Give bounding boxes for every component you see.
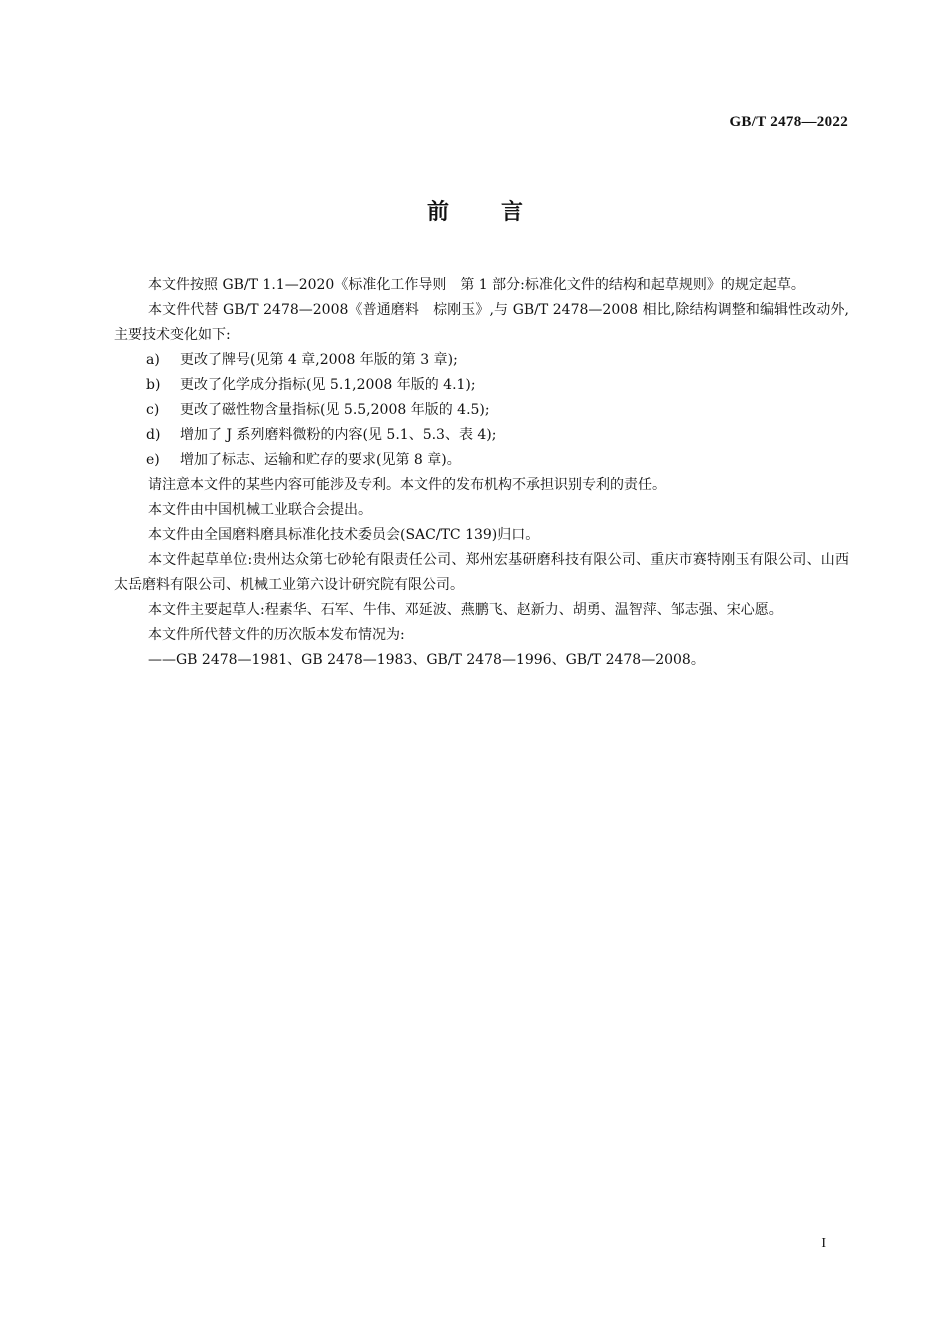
change-item-e xyxy=(114,448,849,473)
paragraph-proposer: 本文件由中国机械工业联合会提出。 xyxy=(148,502,372,518)
change-text: 增加了标志、运输和贮存的要求(见第 8 章)。 xyxy=(180,452,461,468)
paragraph-drafting-rules: 本文件按照 GB/T 1.1—2020《标准化工作导则 第 1 部分:标准化文件的结构和起草规则》的规定起草。 xyxy=(148,277,805,293)
paragraph-history-intro: 本文件所代替文件的历次版本发布情况为: xyxy=(148,627,405,643)
standard-code: GB/T 2478—2022 xyxy=(729,114,848,130)
change-marker: d) xyxy=(146,427,161,443)
change-marker: e) xyxy=(146,452,160,468)
change-item-d xyxy=(114,423,849,448)
paragraph-drafters: 本文件主要起草人:程素华、石军、牛伟、邓延波、燕鹏飞、赵新力、胡勇、温智萍、邹志强、宋心愿。 xyxy=(148,602,783,618)
paragraph-drafting-units: 本文件起草单位:贵州达众第七砂轮有限责任公司、郑州宏基研磨科技有限公司、重庆市赛特刚玉有限公司、山西太岳磨料有限公司、机械工业第六设计研究院有限公司。 xyxy=(114,552,849,593)
paragraph-committee: 本文件由全国磨料磨具标准化技术委员会(SAC/TC 139)归口。 xyxy=(148,527,540,543)
change-text: 增加了 J 系列磨料微粉的内容(见 5.1、5.3、表 4); xyxy=(180,427,497,443)
change-item-a xyxy=(114,348,849,373)
change-marker: b) xyxy=(146,377,161,393)
page-title: 前言 xyxy=(426,200,575,225)
change-text: 更改了化学成分指标(见 5.1,2008 年版的 4.1); xyxy=(180,377,476,393)
change-item-b xyxy=(114,373,849,398)
paragraph-patent-notice: 请注意本文件的某些内容可能涉及专利。本文件的发布机构不承担识别专利的责任。 xyxy=(148,477,666,493)
change-text: 更改了磁性物含量指标(见 5.5,2008 年版的 4.5); xyxy=(180,402,490,418)
paragraph-replacement: 本文件代替 GB/T 2478—2008《普通磨料 棕刚玉》,与 GB/T 2478—2008 相比,除结构调整和编辑性改动外,主要技术变化如下: xyxy=(114,302,849,343)
change-text: 更改了牌号(见第 4 章,2008 年版的第 3 章); xyxy=(180,352,458,368)
change-item-c xyxy=(114,398,849,423)
page-number: I xyxy=(821,1236,826,1251)
paragraph-history-list: ——GB 2478—1981、GB 2478—1983、GB/T 2478—1996、GB/T 2478—2008。 xyxy=(148,652,705,668)
change-marker: a) xyxy=(146,352,160,368)
change-marker: c) xyxy=(146,402,160,418)
foreword-body xyxy=(114,273,849,673)
